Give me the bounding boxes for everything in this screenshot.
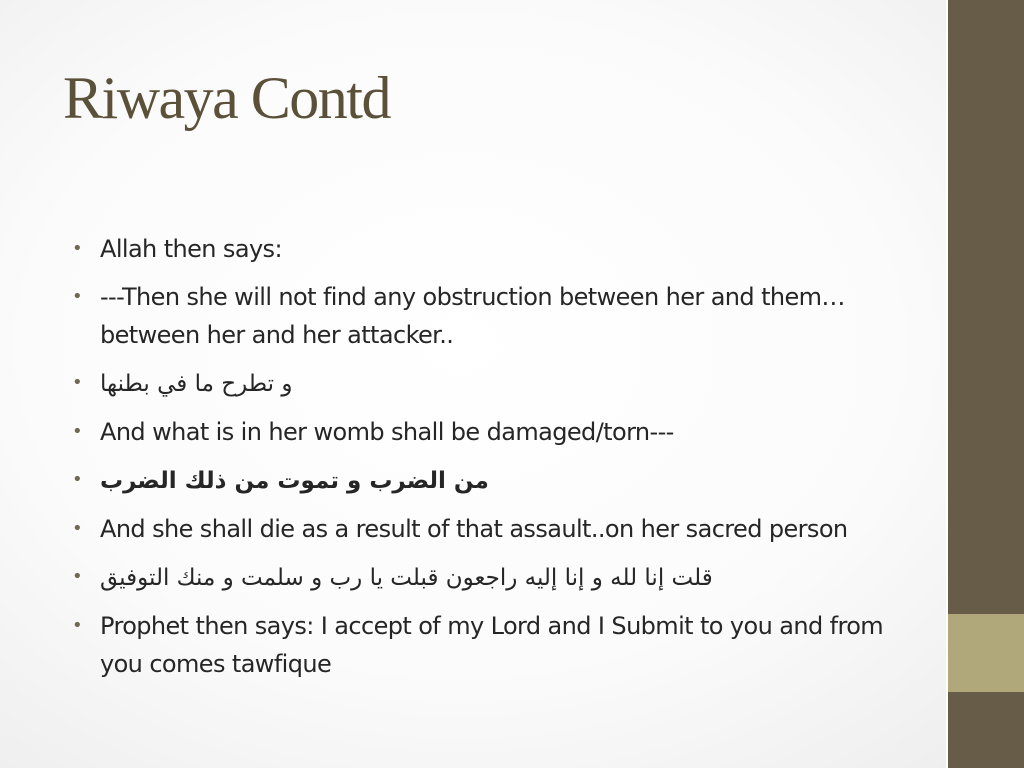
bullet-item-arabic xyxy=(72,558,912,597)
bullet-dot-icon: • xyxy=(72,372,83,393)
bullet-dot-icon: • xyxy=(72,469,83,490)
bullet-dot-icon: • xyxy=(72,518,83,539)
bullet-text: And what is in her womb shall be damaged/torn--- xyxy=(100,418,674,446)
bullet-text-arabic: و تطرح ما في بطنها xyxy=(100,371,293,397)
bullet-text: Prophet then says: I accept of my Lord and I Submit to you and from you comes tawfique xyxy=(100,612,884,678)
bullet-text: Allah then says: xyxy=(100,235,282,263)
bullet-text-arabic: قلت إنا لله و إنا إليه راجعون قبلت يا رب و سلمت و منك التوفيق xyxy=(100,565,713,591)
slide-title: Riwaya Contd xyxy=(63,65,390,131)
bullet-dot-icon: • xyxy=(72,615,83,636)
bullet-item xyxy=(72,413,912,451)
bullet-text-arabic: من الضرب و تموت من ذلك الضرب xyxy=(100,468,489,494)
bullet-text: And she shall die as a result of that assault..on her sacred person xyxy=(100,515,848,543)
bullet-dot-icon: • xyxy=(72,238,83,259)
bullet-dot-icon: • xyxy=(72,566,83,587)
bullet-dot-icon: • xyxy=(72,421,83,442)
bullet-item xyxy=(72,607,912,683)
bullet-item xyxy=(72,510,912,548)
sidebar-accent-block xyxy=(948,614,1024,692)
bullet-item xyxy=(72,230,912,268)
bullet-dot-icon: • xyxy=(72,286,83,307)
bullet-item-arabic xyxy=(72,364,912,403)
bullet-text: ---Then she will not find any obstruction between her and them…between her and her attacker.. xyxy=(100,283,845,349)
bullet-item xyxy=(72,278,912,354)
bullet-item-arabic xyxy=(72,461,912,500)
bullet-list xyxy=(72,230,912,693)
